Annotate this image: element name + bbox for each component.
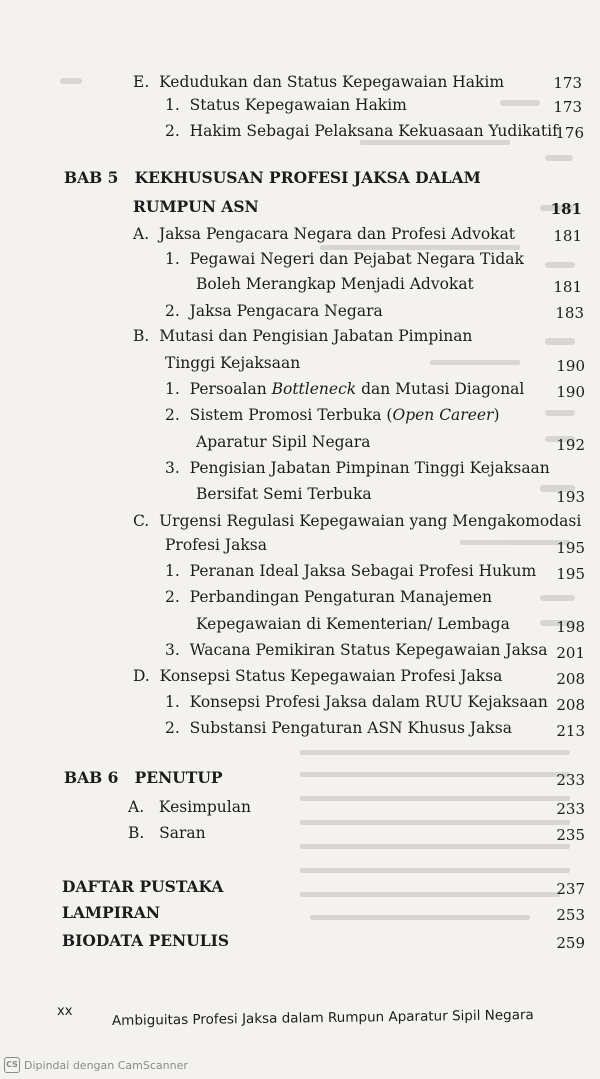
toc-entry-B1 bbox=[165, 379, 524, 399]
entry-title: Substansi Pengaturan ASN Khusus Jaksa bbox=[189, 719, 512, 737]
toc-entry-E2 bbox=[165, 121, 558, 141]
toc-entry-C3 bbox=[165, 640, 547, 660]
page-number: 195 bbox=[556, 565, 585, 583]
toc-entry-B3 bbox=[165, 458, 550, 478]
toc-author-bio: BIODATA PENULIS bbox=[62, 931, 230, 950]
entry-title-part: Persoalan bbox=[189, 380, 272, 398]
chapter-title: PENUTUP bbox=[134, 768, 223, 787]
entry-label: 2. bbox=[165, 122, 180, 140]
toc-entry-C bbox=[133, 511, 581, 531]
entry-label: 1. bbox=[165, 250, 180, 268]
entry-title: Pegawai Negeri dan Pejabat Negara Tidak bbox=[189, 250, 524, 268]
entry-label: B. bbox=[133, 327, 150, 345]
entry-label: 3. bbox=[165, 459, 180, 477]
page-number: 181 bbox=[550, 200, 582, 218]
entry-title-cont: Aparatur Sipil Negara bbox=[196, 433, 371, 451]
toc-entry-E1 bbox=[165, 95, 407, 115]
toc-entry-6B bbox=[128, 823, 206, 843]
toc-entry-C2 bbox=[165, 587, 492, 607]
watermark-text: Dipindai dengan CamScanner bbox=[24, 1058, 188, 1072]
entry-title-part: dan Mutasi Diagonal bbox=[356, 380, 525, 398]
chapter-title-cont: RUMPUN ASN bbox=[133, 197, 259, 216]
entry-label: 1. bbox=[165, 693, 180, 711]
toc-bibliography: DAFTAR PUSTAKA bbox=[62, 877, 224, 896]
toc-entry-D2 bbox=[165, 718, 512, 738]
page-number: 208 bbox=[556, 696, 585, 714]
entry-title-italic: Open Career bbox=[392, 406, 494, 424]
entry-label: 2. bbox=[165, 406, 180, 424]
entry-title: Status Kepegawaian Hakim bbox=[189, 96, 407, 114]
footer-page-number: xx bbox=[57, 1004, 73, 1019]
toc-entry-6A bbox=[128, 797, 251, 817]
page-number: 208 bbox=[556, 670, 585, 688]
toc-entry-C1 bbox=[165, 561, 536, 581]
entry-label: 1. bbox=[165, 380, 180, 398]
toc-entry-B2 bbox=[165, 405, 500, 425]
entry-label: 2. bbox=[165, 588, 180, 606]
entry-title-cont: Bersifat Semi Terbuka bbox=[196, 485, 372, 503]
toc-entry-A bbox=[133, 224, 515, 244]
entry-title: Wacana Pemikiran Status Kepegawaian Jaksa bbox=[189, 641, 548, 659]
page-number: 190 bbox=[556, 357, 585, 375]
entry-title: Kesimpulan bbox=[158, 798, 251, 816]
chapter-label: BAB 5 bbox=[64, 168, 119, 187]
page-number: 235 bbox=[556, 826, 585, 844]
entry-label: A. bbox=[128, 798, 145, 816]
entry-title: Jaksa Pengacara Negara dan Profesi Advokat bbox=[158, 225, 516, 243]
entry-title: Kedudukan dan Status Kepegawaian Hakim bbox=[159, 73, 505, 91]
footer-book-title: Ambiguitas Profesi Jaksa dalam Rumpun Aparatur Sipil Negara bbox=[111, 1007, 534, 1029]
page-number: 195 bbox=[556, 539, 585, 557]
entry-title: Pengisian Jabatan Pimpinan Tinggi Kejaksaan bbox=[189, 459, 550, 477]
entry-label: B. bbox=[128, 824, 145, 842]
page-number: 237 bbox=[556, 880, 585, 898]
entry-label: 1. bbox=[165, 562, 180, 580]
page-number: 192 bbox=[556, 436, 585, 454]
entry-label: 1. bbox=[165, 96, 180, 114]
toc-chapter-5 bbox=[64, 168, 481, 188]
chapter-label: BAB 6 bbox=[64, 768, 119, 787]
toc-entry-D1 bbox=[165, 692, 548, 712]
page-number: 233 bbox=[556, 771, 585, 789]
page-number: 181 bbox=[553, 278, 582, 296]
entry-label: A. bbox=[133, 225, 150, 243]
page-number: 173 bbox=[553, 74, 582, 92]
entry-title-cont: Tinggi Kejaksaan bbox=[165, 354, 301, 372]
entry-label: 2. bbox=[165, 719, 180, 737]
toc-entry-E bbox=[133, 72, 504, 92]
page-number: 259 bbox=[556, 934, 585, 952]
page-number: 190 bbox=[556, 383, 585, 401]
entry-title: Konsepsi Profesi Jaksa dalam RUU Kejaksaan bbox=[189, 693, 548, 711]
page-number: 233 bbox=[556, 800, 585, 818]
page-number: 201 bbox=[556, 644, 585, 662]
scanner-watermark bbox=[4, 1057, 188, 1073]
toc-entry-A2 bbox=[165, 301, 383, 321]
entry-title: Jaksa Pengacara Negara bbox=[189, 302, 383, 320]
toc-entry-A1 bbox=[165, 249, 524, 269]
entry-title-cont: Kepegawaian di Kementerian/ Lembaga bbox=[196, 615, 510, 633]
entry-title: Mutasi dan Pengisian Jabatan Pimpinan bbox=[159, 327, 473, 345]
entry-title: Konsepsi Status Kepegawaian Profesi Jaksa bbox=[159, 667, 503, 685]
page-number: 176 bbox=[555, 124, 584, 142]
page-number: 173 bbox=[553, 98, 582, 116]
entry-label: E. bbox=[133, 73, 150, 91]
entry-label: D. bbox=[133, 667, 150, 685]
entry-title-cont: Boleh Merangkap Menjadi Advokat bbox=[196, 275, 474, 293]
toc-entry-D bbox=[133, 666, 502, 686]
entry-label: 3. bbox=[165, 641, 180, 659]
entry-title: Peranan Ideal Jaksa Sebagai Profesi Hukum bbox=[189, 562, 537, 580]
page-number: 183 bbox=[555, 304, 584, 322]
toc-chapter-6 bbox=[64, 768, 223, 788]
page-number: 198 bbox=[556, 618, 585, 636]
entry-title-part: Sistem Promosi Terbuka ( bbox=[189, 406, 393, 424]
camscanner-icon: CS bbox=[4, 1057, 20, 1073]
entry-title: Saran bbox=[159, 824, 206, 842]
entry-title: Hakim Sebagai Pelaksana Kekuasaan Yudikatif bbox=[189, 122, 558, 140]
entry-title: Urgensi Regulasi Kepegawaian yang Mengakomodasi bbox=[159, 512, 582, 530]
page-number: 253 bbox=[556, 906, 585, 924]
entry-title: Perbandingan Pengaturan Manajemen bbox=[189, 588, 493, 606]
entry-title-italic: Bottleneck bbox=[271, 380, 357, 398]
page-number: 213 bbox=[556, 722, 585, 740]
page-number: 181 bbox=[553, 227, 582, 245]
entry-title-part: ) bbox=[493, 406, 500, 424]
entry-label: 2. bbox=[165, 302, 180, 320]
toc-appendix: LAMPIRAN bbox=[62, 903, 161, 922]
toc-entry-B bbox=[133, 326, 472, 346]
entry-title-cont: Profesi Jaksa bbox=[165, 536, 267, 554]
page-number: 193 bbox=[556, 488, 585, 506]
chapter-title: KEKHUSUSAN PROFESI JAKSA DALAM bbox=[134, 168, 481, 187]
entry-label: C. bbox=[133, 512, 150, 530]
